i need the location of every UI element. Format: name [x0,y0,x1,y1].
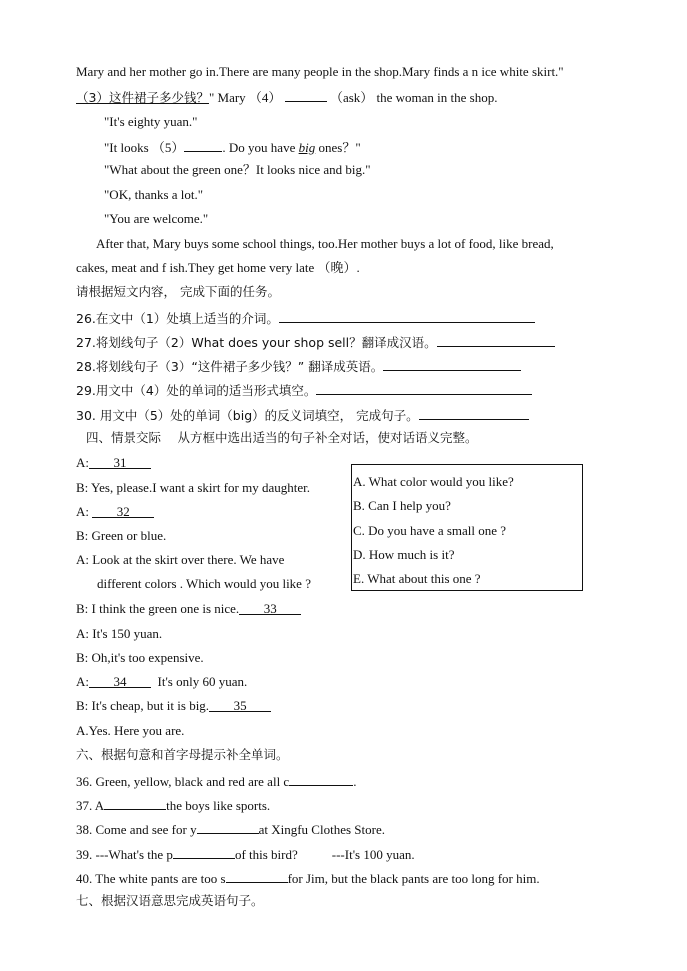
question-39-end: ---It's 100 yuan. [331,847,415,862]
passage-text: " Mary （4） [208,90,282,105]
question-37 [76,796,270,814]
blank-33[interactable]: 33 [239,601,301,615]
passage-line-4 [104,138,361,156]
question-40-text: 40. The white pants are too s [76,871,226,886]
answer-blank-29[interactable] [316,381,532,395]
question-38-end: at Xingfu Clothes Store. [258,822,385,837]
answer-blank-26[interactable] [279,309,535,323]
tasks-intro: 请根据短文内容， 完成下面的任务。 [76,284,280,299]
passage-line-6: "OK, thanks a lot." [104,187,204,202]
question-37-text: 37. A [76,798,105,813]
dialog-line-a6: A.Yes. Here you are. [76,723,185,738]
passage-line-9: cakes, meat and f ish.They get home very late （晚）. [76,260,360,275]
dialog-line-a3b: different colors . Which would you like ? [97,576,311,591]
option-d: D. How much is it? [353,547,455,562]
question-27 [76,333,555,351]
question-38 [76,820,385,838]
blank-31[interactable]: 31 [89,455,151,469]
dialog-line-a1 [76,455,151,471]
word-big: big [298,140,316,155]
dialog-text: It's only 60 yuan. [157,674,248,689]
dialog-line-b5 [76,698,271,714]
passage-line-1: Mary and her mother go in.There are many people in the shop.Mary finds a n ice white skirt." [76,64,564,79]
dialog-line-b1: B: Yes, please.I want a skirt for my daughter. [76,480,310,495]
passage-line-7: "You are welcome." [104,211,209,226]
question-30-text: 30. 用文中（5）处的单词（big）的反义词填空， 完成句子。 [76,408,419,423]
question-29 [76,381,532,399]
passage-line-3: "It's eighty yuan." [104,114,198,129]
speaker-a: A: [76,455,89,470]
answer-blank-39[interactable] [173,845,235,859]
passage-line-5: "What about the green one？It looks nice and big." [104,162,371,177]
question-28-text: 28.将划线句子（3）“这件裙子多少钱？” 翻译成英语。 [76,359,384,374]
question-36-text: 36. Green, yellow, black and red are all c [76,774,290,789]
dialog-line-b4: B: Oh,it's too expensive. [76,650,204,665]
option-b: B. Can I help you? [353,498,451,513]
dialog-line-a5 [76,674,247,690]
passage-text: （ask） the woman in the shop. [329,90,498,105]
passage-line-8: After that, Mary buys some school things, too.Her mother buys a lot of food, like bread, [96,236,554,251]
section-7-heading: 七、根据汉语意思完成英语句子。 [76,893,264,908]
answer-blank-27[interactable] [437,333,555,347]
answer-blank-36[interactable] [289,772,353,786]
question-27-text: 27.将划线句子（2）What does your shop sell？翻译成汉语。 [76,335,437,350]
question-40 [76,869,540,887]
passage-text: . Do you have [222,140,299,155]
answer-blank-38[interactable] [197,820,259,834]
answer-blank-28[interactable] [383,357,521,371]
answer-blank-37[interactable] [104,796,166,810]
question-40-end: for Jim, but the black pants are too long for him. [287,871,540,886]
section-4-heading: 四、情景交际 从方框中选出适当的句子补全对话，使对话语义完整。 [86,430,478,445]
passage-text: "It looks （5） [104,140,185,155]
dialog-line-a4: A: It's 150 yuan. [76,626,163,641]
question-29-text: 29.用文中（4）处的单词的适当形式填空。 [76,383,317,398]
underlined-sentence-3: （3）这件裙子多少钱？ [76,90,209,105]
dialog-text: B: It's cheap, but it is big. [76,698,210,713]
question-37-end: the boys like sports. [166,798,271,813]
question-36 [76,772,356,790]
question-39-text: 39. ---What's the p [76,847,173,862]
speaker-a: A: [76,504,89,519]
question-26-text: 26.在文中（1）处填上适当的介词。 [76,311,279,326]
dialog-line-a3: A: Look at the skirt over there. We have [76,552,285,567]
blank-5[interactable] [184,138,222,152]
passage-text: ones？" [315,140,361,155]
question-39-mid: of this bird? [234,847,298,862]
speaker-a: A: [76,674,89,689]
blank-4[interactable] [285,88,327,102]
option-e: E. What about this one ? [353,571,481,586]
question-38-text: 38. Come and see for y [76,822,197,837]
blank-35[interactable]: 35 [209,698,271,712]
dialog-text: B: I think the green one is nice. [76,601,240,616]
blank-32[interactable]: 32 [92,504,154,518]
question-39 [76,845,415,863]
answer-blank-30[interactable] [419,406,529,420]
passage-line-2 [76,88,497,106]
blank-34[interactable]: 34 [89,674,151,688]
option-a: A. What color would you like? [353,474,514,489]
answer-blank-40[interactable] [226,869,288,883]
section-6-heading: 六、根据句意和首字母提示补全单词。 [76,747,289,762]
dialog-line-b2: B: Green or blue. [76,528,167,543]
dialog-line-a2 [76,504,154,520]
question-26 [76,309,535,327]
question-36-end: . [353,774,357,789]
option-c: C. Do you have a small one ? [353,523,507,538]
dialog-line-b3 [76,601,301,617]
question-30 [76,406,529,424]
question-28 [76,357,521,375]
